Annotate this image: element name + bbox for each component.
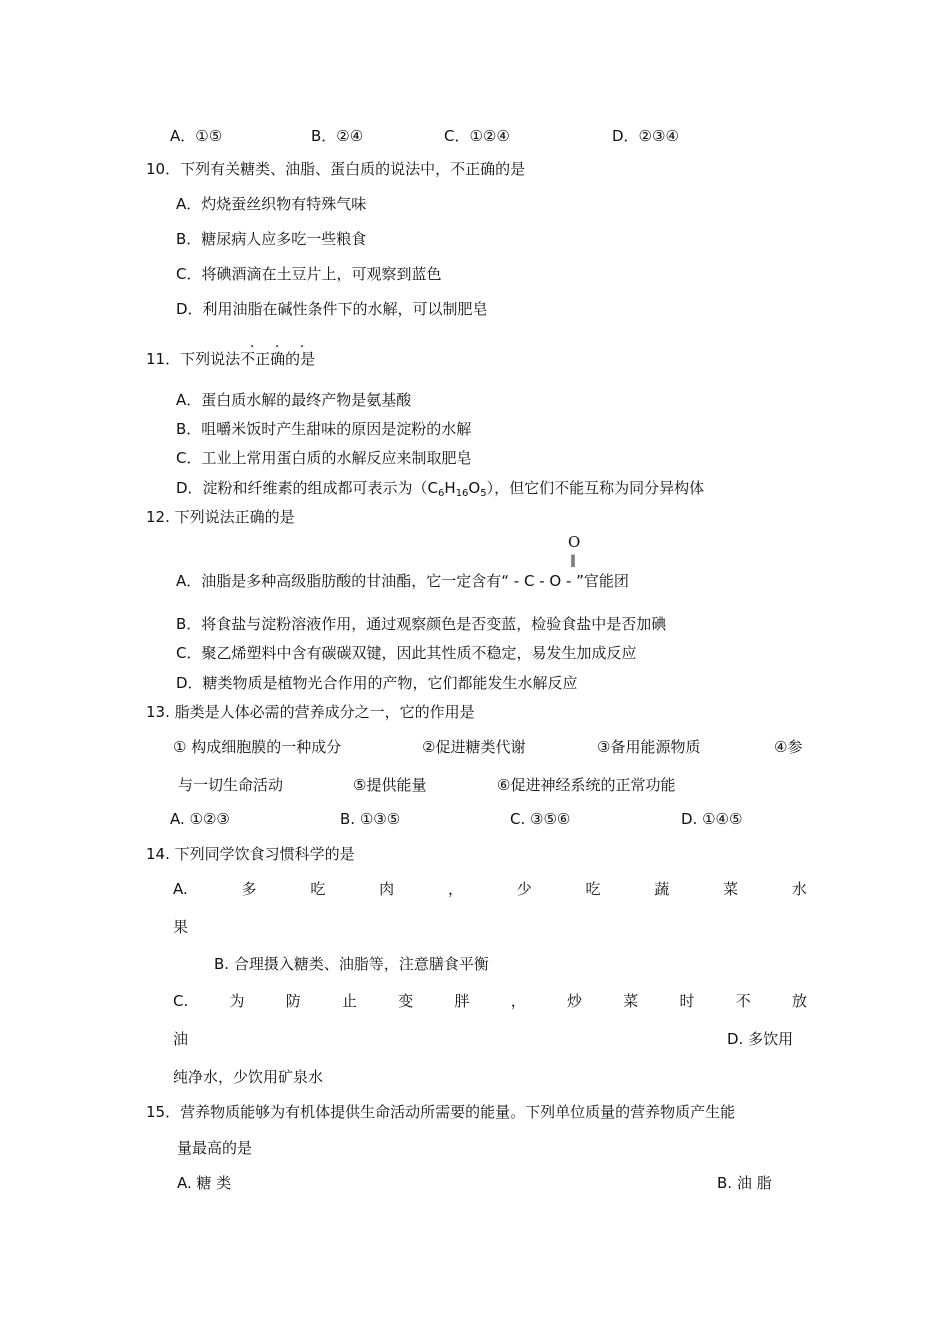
- q13-option-b: B. ①③⑤: [340, 810, 401, 828]
- q12-option-d: D．糖类物质是植物光合作用的产物，它们都能发生水解反应: [176, 674, 578, 692]
- q13-option-d: D. ①④⑤: [681, 810, 743, 828]
- q13-item-1: ① 构成细胞膜的一种成分: [173, 738, 342, 756]
- q13-item-5: ⑤提供能量: [353, 776, 427, 794]
- q10-option-b: B．糖尿病人应多吃一些粮食: [176, 230, 367, 248]
- q11-option-d: D．淀粉和纤维素的组成都可表示为$(C_6H_{16}O_5)$，但它们不能互称为同分异构体: [176, 479, 705, 499]
- q14-option-c: C. 为 防 止 变 胖 ， 炒 菜 时 不 放: [173, 992, 807, 1010]
- q12-option-c: C．聚乙烯塑料中含有碳碳双键，因此其性质不稳定，易发生加成反应: [176, 644, 637, 662]
- double-bond-mark: ‖: [570, 553, 576, 567]
- q9-option-a: A．①⑤: [170, 127, 223, 145]
- q10-option-d: D．利用油脂在碱性条件下的水解，可以制肥皂: [176, 300, 488, 318]
- q11-stem: 11．下列说法不正确的是: [146, 350, 316, 368]
- q9-option-d: D．②③④: [612, 127, 679, 145]
- q14-option-d-cont: 纯净水，少饮用矿泉水: [173, 1068, 324, 1086]
- q10-stem: 10．下列有关糖类、油脂、蛋白质的说法中，不正确的是: [146, 160, 526, 178]
- q9-option-c: C．①②④: [444, 127, 510, 145]
- q13-item-4-cont: 与一切生命活动: [178, 776, 284, 794]
- q15-option-a: A. 糖 类: [177, 1174, 232, 1192]
- q11-option-a: A．蛋白质水解的最终产物是氨基酸: [176, 391, 412, 409]
- q14-option-a-cont: 果: [173, 918, 189, 936]
- q13-item-6: ⑥促进神经系统的正常功能: [497, 776, 676, 794]
- q9-option-b: B．②④: [311, 127, 364, 145]
- q14-option-c-cont: 油: [173, 1030, 189, 1048]
- q13-stem: 13. 脂类是人体必需的营养成分之一，它的作用是: [146, 703, 475, 721]
- q12-stem: 12. 下列说法正确的是: [146, 508, 295, 526]
- q11-option-c: C．工业上常用蛋白质的水解反应来制取肥皂: [176, 449, 472, 467]
- q12-option-a: A．油脂是多种高级脂肪酸的甘油酯，它一定含有“ - C - O - ”官能团: [176, 572, 629, 590]
- q15-option-b: B. 油 脂: [717, 1174, 772, 1192]
- carbonyl-oxygen: O: [568, 533, 581, 551]
- q12-option-b: B．将食盐与淀粉溶液作用，通过观察颜色是否变蓝，检验食盐中是否加碘: [176, 615, 667, 633]
- q15-stem: 15．营养物质能够为有机体提供生命活动所需要的能量。下列单位质量的营养物质产生能: [146, 1103, 736, 1121]
- q13-option-a: A. ①②③: [170, 810, 230, 828]
- q10-option-c: C．将碘酒滴在土豆片上，可观察到蓝色: [176, 265, 442, 283]
- q11-option-b: B．咀嚼米饭时产生甜味的原因是淀粉的水解: [176, 420, 472, 438]
- q10-option-a: A．灼烧蚕丝织物有特殊气味: [176, 195, 367, 213]
- q14-option-a: A. 多 吃 肉 ， 少 吃 蔬 菜 水: [173, 880, 807, 898]
- q14-stem: 14. 下列同学饮食习惯科学的是: [146, 845, 355, 863]
- q14-option-d: D. 多饮用: [727, 1030, 794, 1048]
- q15-stem-cont: 量最高的是: [177, 1139, 253, 1157]
- q13-item-2: ②促进糖类代谢: [422, 738, 526, 756]
- q13-item-3: ③备用能源物质: [597, 738, 701, 756]
- q14-option-b: B. 合理摄入糖类、油脂等，注意膳食平衡: [214, 955, 489, 973]
- q13-item-4: ④参: [774, 738, 803, 756]
- emphasis-dots: . . .: [250, 335, 313, 351]
- q13-option-c: C. ③⑤⑥: [510, 810, 571, 828]
